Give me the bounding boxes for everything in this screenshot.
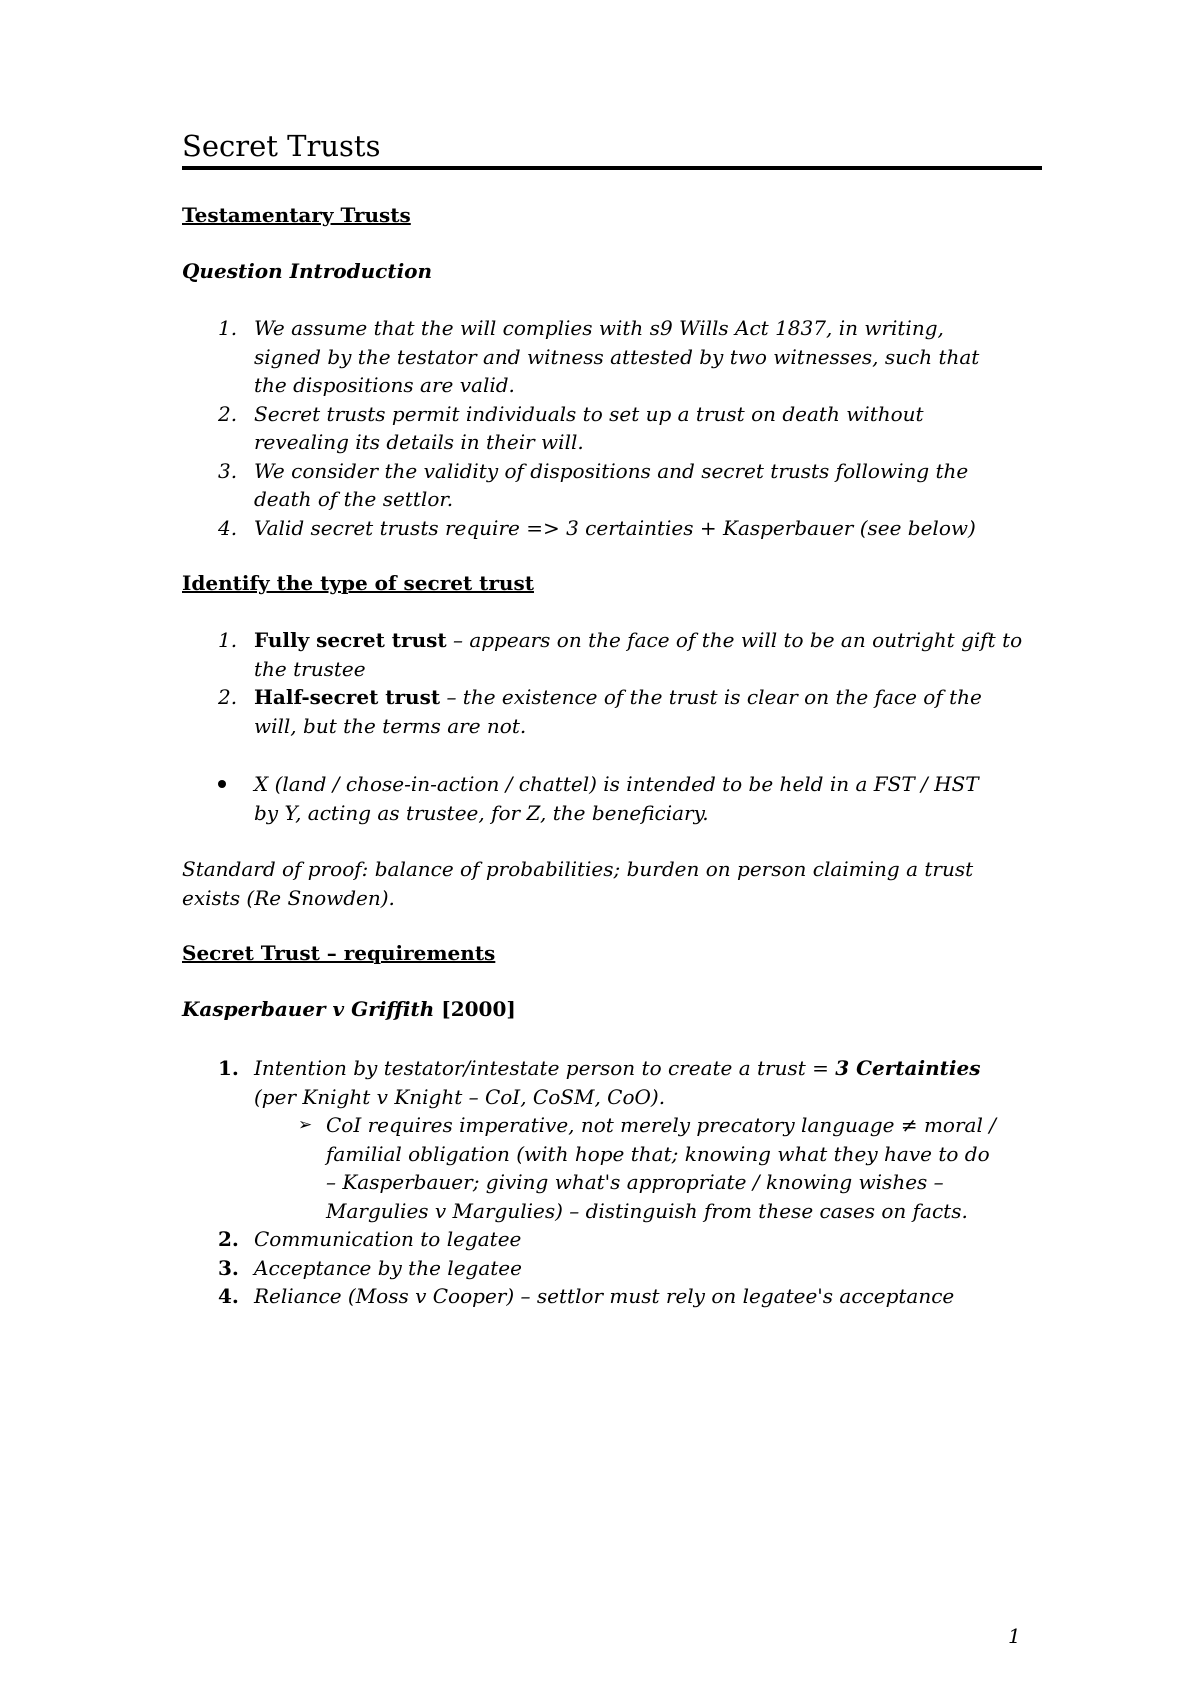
intro-list	[182, 314, 1042, 542]
list-item: 2. Secret trusts permit individuals to set up a trust on death without revealing its details in their will.	[218, 401, 924, 454]
standard-of-proof-paragraph: Standard of proof: balance of probabilities; burden on person claiming a trust exists (Re Snowden).	[182, 857, 974, 910]
case-heading: Kasperbauer v Griffith [2000]	[182, 997, 516, 1021]
heading-identify-type: Identify the type of secret trust	[182, 571, 534, 595]
list-item: 4. Reliance (Moss v Cooper) – settlor must rely on legatee's acceptance	[218, 1284, 955, 1308]
list-item: 1. Intention by testator/intestate person to create a trust = 3 Certainties (per Knight v Knight – CoI, CoSM, CoO).	[218, 1056, 981, 1109]
heading-testamentary-trusts: Testamentary Trusts	[182, 203, 411, 227]
list-item: 2. Communication to legatee	[218, 1227, 522, 1251]
heading-requirements: Secret Trust – requirements	[182, 941, 496, 965]
page-number: 1	[1008, 1624, 1021, 1648]
bullet-paragraph: X (land / chose-in-action / chattel) is intended to be held in a FST / HST by Y, acting as trustee, for Z, the beneficiary.	[254, 772, 979, 825]
list-item: 3. Acceptance by the legatee	[218, 1255, 522, 1280]
subheading-question-introduction: Question Introduction	[182, 259, 433, 283]
arrow-bullet-icon: ➢	[298, 1115, 313, 1135]
trust-type-list	[182, 626, 1042, 740]
list-item: 2. Half-secret trust – the existence of the trust is clear on the face of the will, but the terms are not.	[218, 685, 982, 738]
bullet-icon	[218, 780, 226, 788]
sub-bullet-paragraph: CoI requires imperative, not merely precatory language ≠ moral / familial obligation (with hope that; knowing what they have to do – Kasperbauer; giving what's appropriate / knowing wishes – Margulies v Margulies) – distinguish from these cases on facts.	[326, 1113, 996, 1223]
list-item: 1. We assume that the will complies with s9 Wills Act 1837, in writing, signed by the testator and witness attested by two witnesses, such that the dispositions are valid.	[218, 316, 980, 397]
list-item: 1. Fully secret trust – appears on the face of the will to be an outright gift to the trustee	[218, 628, 1023, 681]
title-underline-rule	[182, 166, 1042, 170]
requirements-list-bottom	[182, 1225, 1042, 1311]
page-title: Secret Trusts	[182, 129, 381, 163]
list-item: 3. We consider the validity of dispositions and secret trusts following the death of the settlor.	[218, 458, 969, 511]
requirements-list-top	[182, 1054, 1042, 1111]
list-item: 4. Valid secret trusts require => 3 certainties + Kasperbauer (see below)	[218, 515, 976, 540]
